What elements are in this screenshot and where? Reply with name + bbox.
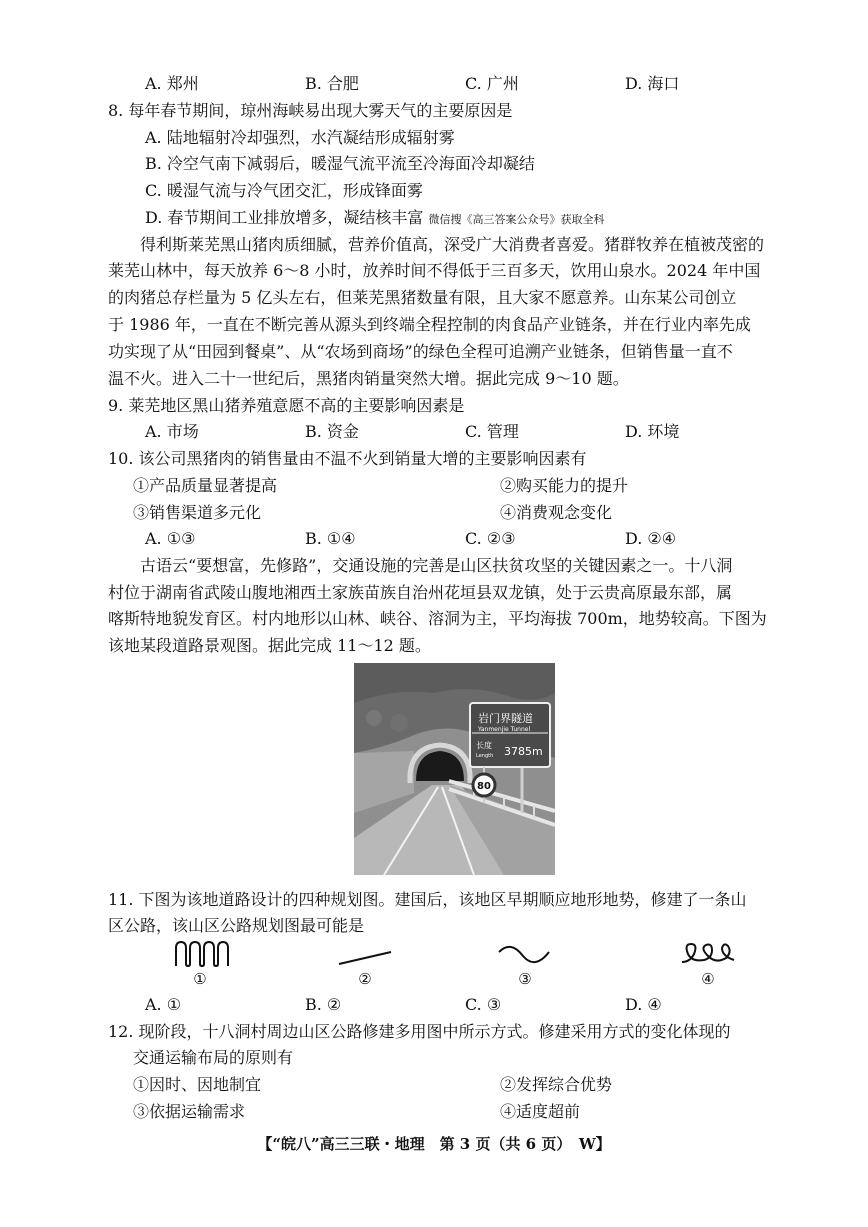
plan-4-label: ④ — [701, 970, 715, 988]
tunnel-length-value: 3785m — [504, 745, 543, 758]
plan-1 — [160, 938, 240, 990]
q8-option-d-row — [145, 206, 605, 230]
speed-limit-value: 80 — [477, 781, 491, 792]
tunnel-length-label-en: Length — [476, 753, 494, 759]
q10-statement-4: ④消费观念变化 — [500, 503, 613, 522]
q12-statement-3: ③依据运输需求 — [133, 1102, 246, 1121]
q8-option-c: C. 暖湿气流与冷气团交汇，形成锋面雾 — [145, 181, 423, 200]
passage2-line: 村位于湖南省武陵山腹地湘西土家族苗族自治州花垣县双龙镇，处于云贵高原最东部，属 — [108, 583, 733, 602]
q7-option-c: C. 广州 — [465, 74, 519, 93]
q12-statements-row2 — [133, 1100, 793, 1124]
page-footer: 【“皖八”高三三联・地理 第 3 页（共 6 页） W】 — [257, 1135, 611, 1153]
q9-option-a: A. 市场 — [145, 422, 199, 441]
q10-statement-3: ③销售渠道多元化 — [133, 503, 262, 522]
q10-option-a: A. ①③ — [145, 529, 196, 548]
q11-stem-line1: 11. 下图为该地道路设计的四种规划图。建国后，该地区早期顺应地形地势，修建了一条山 — [108, 890, 747, 909]
q7-option-a: A. 郑州 — [145, 74, 199, 93]
q12-statement-4: ④适度超前 — [500, 1102, 581, 1121]
q12-statement-2: ②发挥综合优势 — [500, 1075, 613, 1094]
passage2-line: 该地某段道路景观图。据此完成 11～12 题。 — [108, 636, 431, 655]
q11-option-b: B. ② — [305, 995, 342, 1014]
road-plan-diagrams — [140, 938, 780, 990]
q8-stem: 8. 每年春节期间，琼州海峡易出现大雾天气的主要原因是 — [108, 101, 513, 120]
q10-stem: 10. 该公司黑猪肉的销售量由不温不火到销量大增的主要影响因素有 — [108, 449, 587, 468]
plan-3-label: ③ — [518, 970, 532, 988]
plan-2 — [325, 938, 405, 990]
passage1-line: 得利斯莱芜黑山猪肉质细腻，营养价值高，深受广大消费者喜爱。猪群牧养在植被茂密的 — [108, 235, 765, 254]
q10-statement-2: ②购买能力的提升 — [500, 476, 629, 495]
tunnel-road-illustration — [354, 663, 555, 875]
plan-3 — [485, 938, 565, 990]
passage1-line: 于 1986 年，一直在不断完善从源头到终端全程控制的肉食品产业链条，并在行业内率先成 — [108, 315, 751, 334]
q7-option-d: D. 海口 — [625, 74, 680, 93]
q10-statements-row2 — [133, 501, 793, 525]
tunnel-road-photo — [354, 663, 555, 875]
zigzag-road-icon — [170, 938, 230, 970]
plan-1-label: ① — [193, 970, 207, 988]
passage1-line: 温不火。进入二十一世纪后，黑猪肉销量突然大增。据此完成 9～10 题。 — [108, 369, 629, 388]
q9-options — [145, 420, 785, 444]
q10-option-d: D. ②④ — [625, 529, 677, 548]
q10-options — [145, 527, 785, 551]
passage1-line: 莱芜山林中，每天放养 6～8 小时，放养时间不得低于三百多天，饮用山泉水。2024 年中国 — [108, 261, 761, 280]
tunnel-length-label-cn: 长度 — [476, 741, 492, 750]
q9-option-d: D. 环境 — [625, 422, 680, 441]
passage1-line: 功实现了从“田园到餐桌”、从“农场到商场”的绿色全程可追溯产业链条，但销售量一直不 — [108, 342, 733, 361]
q12-statements-row1 — [133, 1073, 793, 1097]
passage1-line: 的肉猪总存栏量为 5 亿头左右，但莱芜黑猪数量有限，且大家不愿意养。山东某公司创立 — [108, 288, 737, 307]
passage2-line: 喀斯特地貌发育区。村内地形以山林、峡谷、溶洞为主，平均海拔 700m，地势较高。下图为 — [108, 609, 767, 628]
q10-statements-row1 — [133, 474, 793, 498]
q11-options — [145, 993, 785, 1017]
q11-option-a: A. ① — [145, 995, 182, 1014]
q7-option-b: B. 合肥 — [305, 74, 359, 93]
tunnel-sign-cn: 岩门界隧道 — [478, 712, 533, 725]
q9-option-c: C. 管理 — [465, 422, 519, 441]
plan-4 — [668, 938, 748, 990]
q11-stem-line2: 区公路，该山区公路规划图最可能是 — [108, 916, 365, 935]
q7-options — [145, 72, 785, 96]
q10-option-c: C. ②③ — [465, 529, 516, 548]
q8-option-d: D. 春节期间工业排放增多，凝结核丰富 — [145, 208, 424, 227]
straight-road-icon — [335, 938, 395, 970]
q8-option-b: B. 冷空气南下减弱后，暖湿气流平流至冷海面冷却凝结 — [145, 154, 535, 173]
wavy-road-icon — [495, 938, 555, 970]
q10-option-b: B. ①④ — [305, 529, 356, 548]
q10-statement-1: ①产品质量显著提高 — [133, 476, 278, 495]
looping-road-icon — [678, 938, 738, 970]
plan-2-label: ② — [358, 970, 372, 988]
q12-stem-line2: 交通运输布局的原则有 — [133, 1048, 294, 1067]
q8-option-a: A. 陆地辐射冷却强烈，水汽凝结形成辐射雾 — [145, 128, 455, 147]
q12-statement-1: ①因时、因地制宜 — [133, 1075, 262, 1094]
q9-stem: 9. 莱芜地区黑山猪养殖意愿不高的主要影响因素是 — [108, 396, 465, 415]
q11-option-d: D. ④ — [625, 995, 662, 1014]
q11-option-c: C. ③ — [465, 995, 502, 1014]
q12-stem-line1: 12. 现阶段，十八洞村周边山区公路修建多用图中所示方式。修建采用方式的变化体现的 — [108, 1022, 731, 1041]
wechat-note: 微信搜《高三答案公众号》获取全科 — [428, 213, 605, 226]
passage2-line: 古语云“要想富，先修路”，交通设施的完善是山区扶贫攻坚的关键因素之一。十八洞 — [108, 556, 733, 575]
q9-option-b: B. 资金 — [305, 422, 359, 441]
tunnel-sign-en: Yanmenjie Tunnel — [478, 726, 531, 733]
